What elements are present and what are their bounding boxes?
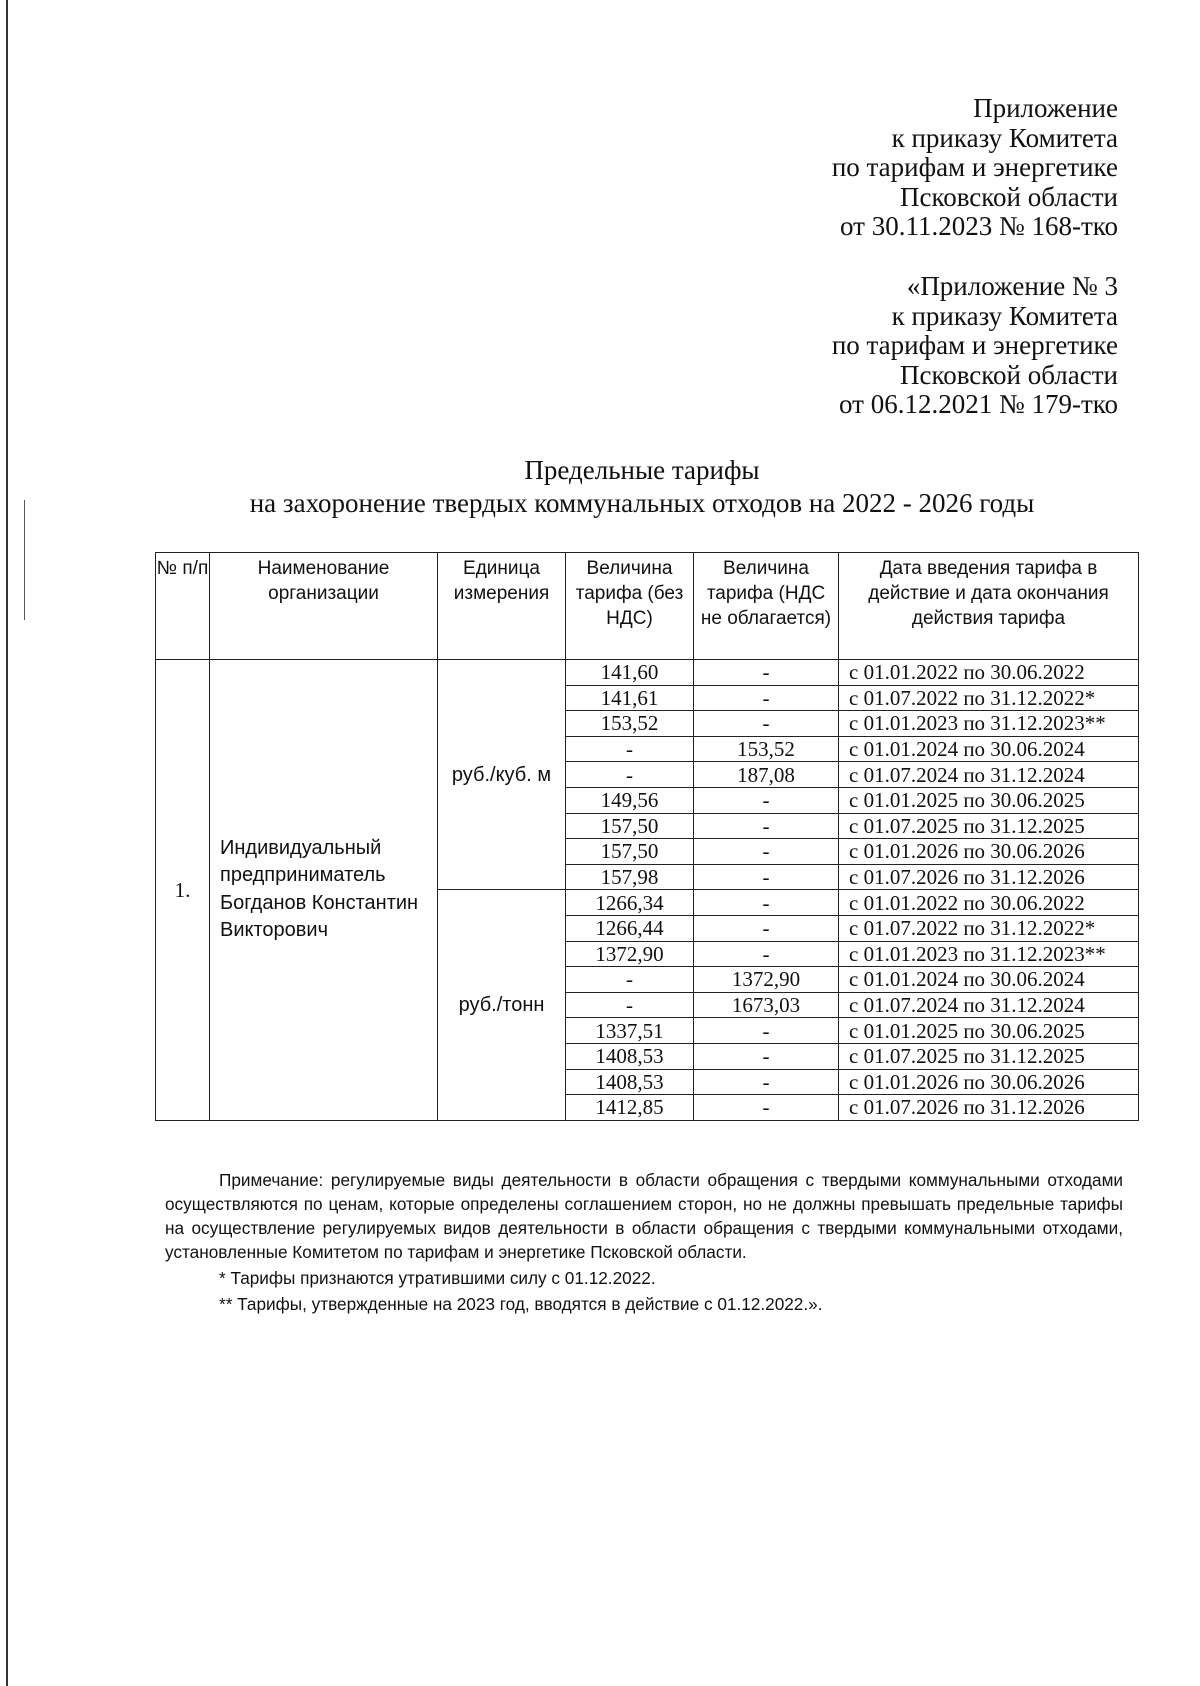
tariff-table-body bbox=[156, 660, 1139, 1121]
table-row bbox=[156, 660, 1139, 686]
tariff-vat-exempt-cell: - bbox=[694, 685, 839, 711]
tariff-no-vat-cell: 1408,53 bbox=[566, 1069, 694, 1095]
tariff-no-vat-cell: 157,50 bbox=[566, 813, 694, 839]
tariff-vat-exempt-cell: 153,52 bbox=[694, 736, 839, 762]
tariff-no-vat-cell: 153,52 bbox=[566, 711, 694, 737]
tariff-vat-exempt-cell: - bbox=[694, 839, 839, 865]
notes-section bbox=[165, 1168, 1123, 1316]
footnote-two: ** Тарифы, утвержденные на 2023 год, вводятся в действие с 01.12.2022.». bbox=[219, 1294, 823, 1314]
period-cell: с 01.01.2023 по 31.12.2023** bbox=[839, 711, 1139, 737]
appendix-line: Приложение bbox=[973, 93, 1118, 123]
period-cell: с 01.07.2022 по 31.12.2022* bbox=[839, 685, 1139, 711]
tariff-no-vat-cell: 1408,53 bbox=[566, 1043, 694, 1069]
tariff-vat-exempt-cell: - bbox=[694, 711, 839, 737]
period-cell: с 01.01.2025 по 30.06.2025 bbox=[839, 1018, 1139, 1044]
tariff-vat-exempt-cell: 187,08 bbox=[694, 762, 839, 788]
tariff-no-vat-cell: 1412,85 bbox=[566, 1095, 694, 1121]
tariff-no-vat-cell: - bbox=[566, 736, 694, 762]
tariff-no-vat-cell: 1337,51 bbox=[566, 1018, 694, 1044]
scan-edge-line bbox=[6, 0, 8, 1686]
period-cell: с 01.01.2024 по 30.06.2024 bbox=[839, 736, 1139, 762]
tariff-vat-exempt-cell: - bbox=[694, 864, 839, 890]
tariff-no-vat-cell: 157,50 bbox=[566, 839, 694, 865]
tariff-vat-exempt-cell: - bbox=[694, 1095, 839, 1121]
tariff-no-vat-cell: 141,61 bbox=[566, 685, 694, 711]
tariff-no-vat-cell: 1266,34 bbox=[566, 890, 694, 916]
tariff-vat-exempt-cell: - bbox=[694, 787, 839, 813]
period-cell: с 01.07.2026 по 31.12.2026 bbox=[839, 864, 1139, 890]
period-cell: с 01.01.2024 по 30.06.2024 bbox=[839, 967, 1139, 993]
document-title bbox=[0, 454, 1200, 520]
appendix-line: по тарифам и энергетике bbox=[831, 152, 1118, 182]
unit-cell: руб./куб. м bbox=[438, 660, 566, 890]
quoted-appendix-line: Псковской области bbox=[899, 359, 1118, 390]
title-line-2: на захоронение твердых коммунальных отходов на 2022 - 2026 годы bbox=[249, 488, 1035, 518]
header-tariff-no-vat: Величина тарифа (без НДС) bbox=[566, 553, 694, 660]
organization-cell: Индивидуальный предприниматель Богданов Константин Викторович bbox=[210, 660, 438, 1121]
tariff-vat-exempt-cell: - bbox=[694, 941, 839, 967]
row-number-cell: 1. bbox=[156, 660, 210, 1121]
tariff-vat-exempt-cell: 1372,90 bbox=[694, 967, 839, 993]
note-main: Примечание: регулируемые виды деятельности в области обращения с твердыми коммунальными отходами осуществляются по ценам, которые определены соглашением сторон, но не должны превышать предельные тарифы на осуществление регулируемых видов деятельности в области обращения с твердыми коммунальными отходами, установленные Комитетом по тарифам и энергетике Псковской области. bbox=[165, 1170, 1123, 1262]
tariff-no-vat-cell: 1372,90 bbox=[566, 941, 694, 967]
tariff-no-vat-cell: - bbox=[566, 967, 694, 993]
tariff-vat-exempt-cell: - bbox=[694, 1018, 839, 1044]
period-cell: с 01.07.2022 по 31.12.2022* bbox=[839, 915, 1139, 941]
period-cell: с 01.01.2022 по 30.06.2022 bbox=[839, 890, 1139, 916]
tariff-no-vat-cell: 1266,44 bbox=[566, 915, 694, 941]
unit-cell: руб./тонн bbox=[438, 890, 566, 1120]
quoted-appendix-header bbox=[832, 272, 1118, 420]
tariff-table bbox=[155, 552, 1139, 1121]
tariff-vat-exempt-cell: - bbox=[694, 813, 839, 839]
appendix-line: от 30.11.2023 № 168-тко bbox=[840, 211, 1118, 241]
tariff-vat-exempt-cell: - bbox=[694, 660, 839, 686]
appendix-line: к приказу Комитета bbox=[891, 122, 1118, 153]
period-cell: с 01.01.2026 по 30.06.2026 bbox=[839, 1069, 1139, 1095]
period-cell: с 01.01.2023 по 31.12.2023** bbox=[839, 941, 1139, 967]
period-cell: с 01.07.2025 по 31.12.2025 bbox=[839, 1043, 1139, 1069]
period-cell: с 01.01.2022 по 30.06.2022 bbox=[839, 660, 1139, 686]
title-line-1: Предельные тарифы bbox=[524, 455, 760, 485]
appendix-header bbox=[832, 94, 1118, 242]
tariff-no-vat-cell: 149,56 bbox=[566, 787, 694, 813]
period-cell: с 01.01.2026 по 30.06.2026 bbox=[839, 839, 1139, 865]
tariff-vat-exempt-cell: 1673,03 bbox=[694, 992, 839, 1018]
tariff-no-vat-cell: 157,98 bbox=[566, 864, 694, 890]
appendix-line: Псковской области bbox=[899, 181, 1118, 212]
period-cell: с 01.07.2025 по 31.12.2025 bbox=[839, 813, 1139, 839]
header-tariff-vat-exempt: Величина тарифа (НДС не облагается) bbox=[694, 553, 839, 660]
quoted-appendix-line: «Приложение № 3 bbox=[906, 271, 1118, 301]
tariff-no-vat-cell: - bbox=[566, 992, 694, 1018]
table-header-row bbox=[156, 553, 1139, 660]
tariff-vat-exempt-cell: - bbox=[694, 1043, 839, 1069]
quoted-appendix-line: от 06.12.2021 № 179-тко bbox=[839, 389, 1118, 419]
tariff-vat-exempt-cell: - bbox=[694, 890, 839, 916]
period-cell: с 01.07.2024 по 31.12.2024 bbox=[839, 762, 1139, 788]
period-cell: с 01.01.2025 по 30.06.2025 bbox=[839, 787, 1139, 813]
quoted-appendix-line: по тарифам и энергетике bbox=[831, 330, 1118, 360]
header-num: № п/п bbox=[156, 553, 210, 660]
tariff-no-vat-cell: 141,60 bbox=[566, 660, 694, 686]
tariff-vat-exempt-cell: - bbox=[694, 1069, 839, 1095]
quoted-appendix-line: к приказу Комитета bbox=[891, 300, 1118, 331]
period-cell: с 01.07.2024 по 31.12.2024 bbox=[839, 992, 1139, 1018]
period-cell: с 01.07.2026 по 31.12.2026 bbox=[839, 1095, 1139, 1121]
footnote-one: * Тарифы признаются утратившими силу с 01.12.2022. bbox=[219, 1268, 656, 1288]
header-unit: Единица измерения bbox=[438, 553, 566, 660]
tariff-no-vat-cell: - bbox=[566, 762, 694, 788]
header-organization: Наименование организации bbox=[210, 553, 438, 660]
tariff-vat-exempt-cell: - bbox=[694, 915, 839, 941]
header-dates: Дата введения тарифа в действие и дата окончания действия тарифа bbox=[839, 553, 1139, 660]
